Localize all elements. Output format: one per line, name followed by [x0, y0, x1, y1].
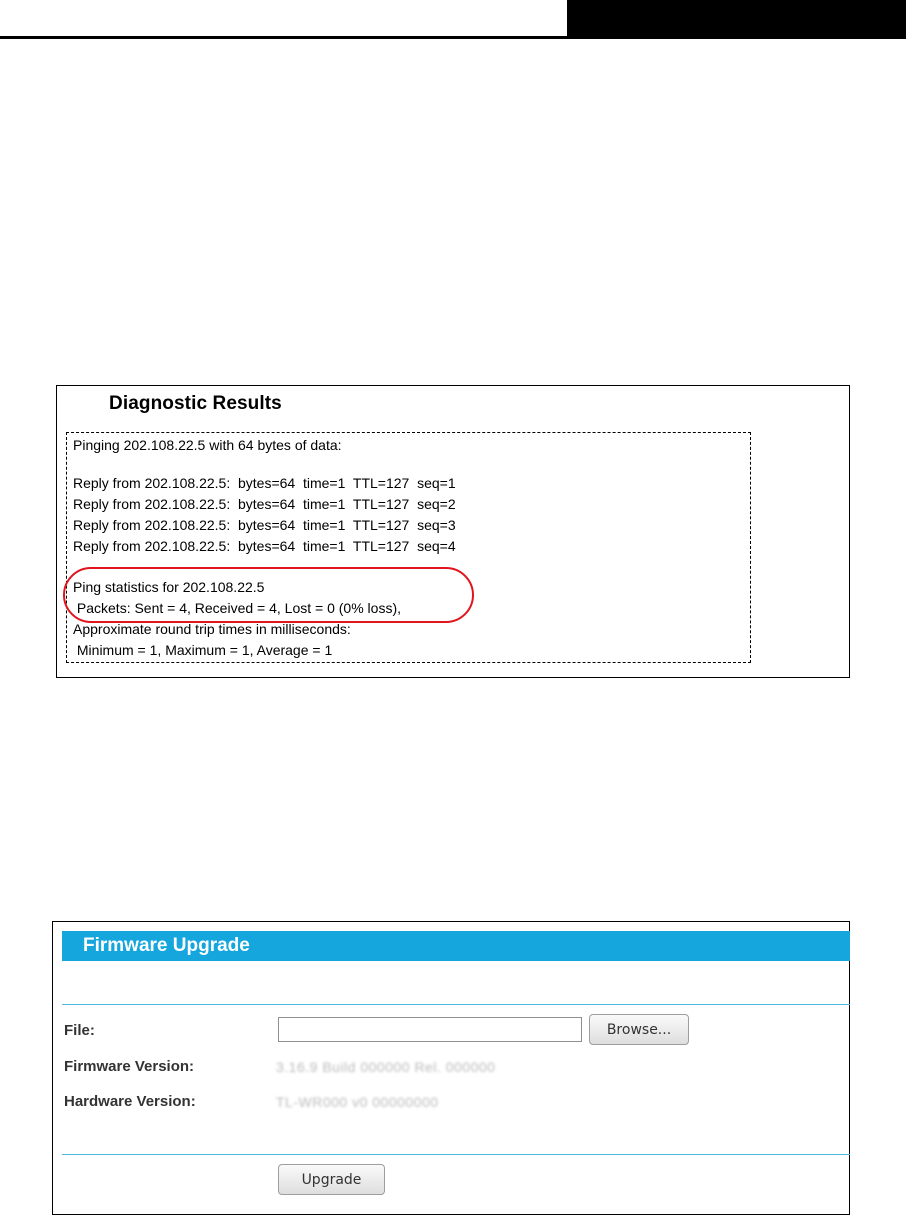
file-label: File: [64, 1022, 95, 1039]
diagnostic-results-panel [56, 385, 850, 678]
hardware-version-value: TL-WR000 v0 00000000 [276, 1094, 439, 1110]
page-header-rule [0, 36, 906, 39]
firmware-version-label: Firmware Version: [64, 1058, 195, 1075]
firmware-upgrade-title: Firmware Upgrade [83, 935, 250, 956]
highlight-oval [63, 567, 474, 623]
diagnostic-output-box [66, 432, 751, 663]
browse-button[interactable]: Browse... [589, 1014, 689, 1045]
ping-rtt-header-line: Approximate round trip times in milliseconds: [73, 621, 351, 637]
ping-reply-line: Reply from 202.108.22.5: bytes=64 time=1 TTL=127 seq=4 [73, 538, 456, 554]
firmware-upgrade-panel [52, 921, 850, 1215]
ping-statistics-line: Ping statistics for 202.108.22.5 [73, 579, 265, 595]
diagnostic-results-title: Diagnostic Results [109, 393, 282, 414]
ping-rtt-values-line: Minimum = 1, Maximum = 1, Average = 1 [73, 642, 333, 658]
ping-reply-line: Reply from 202.108.22.5: bytes=64 time=1 TTL=127 seq=3 [73, 517, 456, 533]
ping-header-line: Pinging 202.108.22.5 with 64 bytes of data: [73, 437, 342, 453]
ping-reply-line: Reply from 202.108.22.5: bytes=64 time=1 TTL=127 seq=2 [73, 496, 456, 512]
firmware-version-value: 3.16.9 Build 000000 Rel. 000000 [276, 1059, 496, 1075]
firmware-upgrade-header [62, 931, 850, 961]
hardware-version-label: Hardware Version: [64, 1093, 196, 1110]
upgrade-button[interactable]: Upgrade [278, 1164, 385, 1195]
file-path-input[interactable] [278, 1017, 582, 1042]
page-header-bar [567, 0, 906, 39]
divider [62, 1154, 850, 1155]
ping-reply-line: Reply from 202.108.22.5: bytes=64 time=1 TTL=127 seq=1 [73, 475, 456, 491]
divider [62, 1004, 850, 1005]
ping-packets-line: Packets: Sent = 4, Received = 4, Lost = 0 (0% loss), [73, 600, 402, 616]
